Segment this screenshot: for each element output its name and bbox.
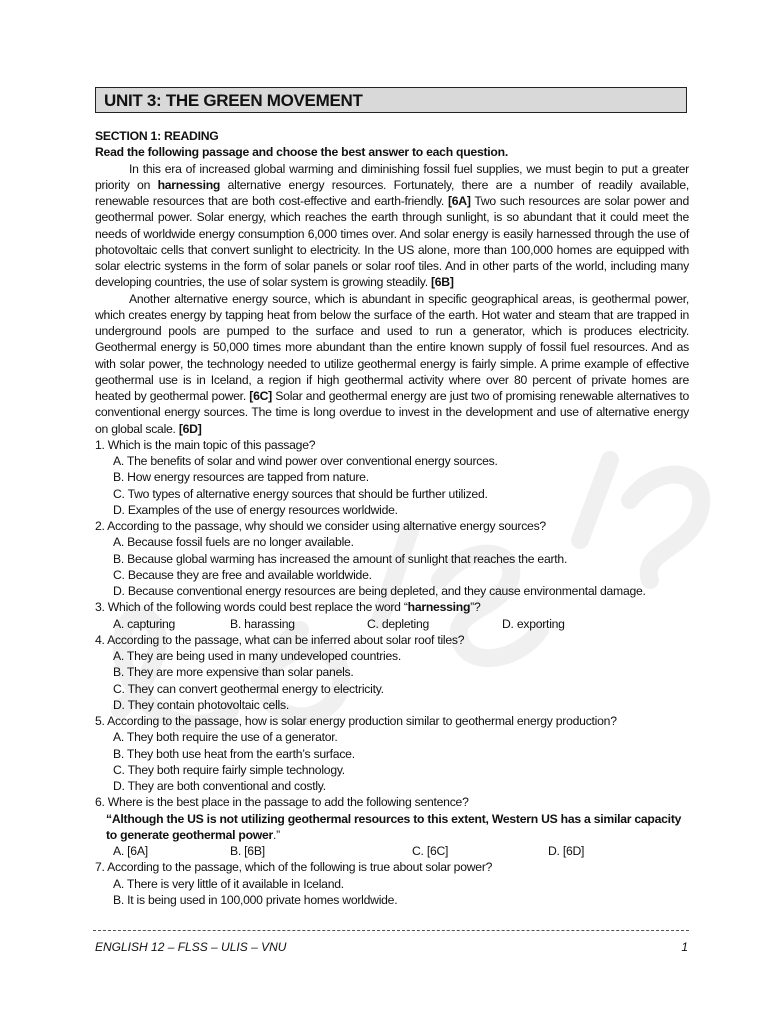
- q2-option-a: A. Because fossil fuels are no longer available.: [113, 535, 354, 550]
- question-5: 5. According to the passage, how is solar energy production similar to geothermal energy production?: [95, 714, 617, 728]
- q2-option-c: C. Because they are free and available worldwide.: [113, 567, 372, 582]
- p1-text-c: alternative energy resources. Fortunately, there are a number of readily available, renewable resources that are both cost-effective and earth-friendly.: [95, 177, 689, 208]
- p1-keyword: harnessing: [157, 177, 221, 192]
- q3-options: [113, 616, 689, 632]
- q6-quoted-sentence: [106, 811, 689, 844]
- q2-option-b: B. Because global warming has increased the amount of sunlight that reaches the earth.: [113, 551, 568, 566]
- q7-option-a: A. There is very little of it available in Iceland.: [113, 876, 344, 891]
- q4-option-a: A. They are being used in many undeveloped countries.: [113, 649, 402, 663]
- passage-paragraph-2: [95, 291, 689, 437]
- p1-text-e: Two such resources are solar power and geothermal power. Solar energy, which reaches the earth through sunlight, is so abundant that it could meet the needs of worldwide energy consumption 6,000 times over. And solar energy is easily harnessed through the use of photovoltaic cells that convert sunlight to electricity. In the US alone, more than 100,000 homes are equipped with solar electric systems in the form of solar panels or solar roof tiles. And in other parts of the world, including many developing countries, the use of solar system is growing steadily.: [95, 194, 689, 290]
- q1-option-a: A. The benefits of solar and wind power over conventional energy sources.: [113, 454, 498, 468]
- q3-option-b: B. harassing: [230, 616, 295, 631]
- unit-title-box: [95, 87, 687, 113]
- q4-option-d: D. They contain photovoltaic cells.: [113, 697, 289, 712]
- q6-quote-text: Although the US is not utilizing geothermal resources to this extent, Western US has a similar capacity to generate geothermal power: [106, 811, 682, 842]
- q6-quote-open: “: [106, 811, 112, 826]
- q3-stem-c: ”?: [470, 600, 481, 615]
- q3-keyword: harnessing: [407, 600, 471, 615]
- unit-title: UNIT 3: THE GREEN MOVEMENT: [104, 91, 363, 110]
- q6-option-a: A. [6A]: [113, 844, 148, 858]
- p1-text-a: In this era of increased global warming and diminishing fossil fuel supplies, we must begin to put a greater priority on: [95, 161, 689, 192]
- instruction: Read the following passage and choose the best answer to each question.: [95, 145, 508, 160]
- q3-option-a: A. capturing: [113, 616, 176, 631]
- q3-option-d: D. exporting: [502, 616, 565, 631]
- q3-stem-a: 3. Which of the following words could best replace the word “: [95, 600, 408, 615]
- footer-divider: [93, 930, 689, 931]
- question-1: 1. Which is the main topic of this passage?: [95, 437, 316, 452]
- question-4: 4. According to the passage, what can be inferred about solar roof tiles?: [95, 632, 465, 647]
- q6-options: [113, 843, 689, 859]
- q5-option-b: B. They both use heat from the earth’s surface.: [113, 746, 355, 761]
- q5-option-c: C. They both require fairly simple technology.: [113, 762, 345, 777]
- q5-option-d: D. They are both conventional and costly.: [113, 779, 326, 793]
- q1-option-d: D. Examples of the use of energy resources worldwide.: [113, 502, 398, 517]
- marker-6b: [6B]: [430, 275, 454, 290]
- question-6: 6. Where is the best place in the passage to add the following sentence?: [95, 795, 469, 810]
- q7-option-b: B. It is being used in 100,000 private homes worldwide.: [113, 892, 398, 907]
- question-7: 7. According to the passage, which of the following is true about solar power?: [95, 860, 493, 875]
- section-heading: SECTION 1: READING: [95, 129, 219, 143]
- q1-option-b: B. How energy resources are tapped from nature.: [113, 470, 369, 485]
- p2-text-c: Solar and geothermal energy are just two of promising renewable alternatives to conventional energy sources. The time is long overdue to invest in the development and use of alternative energy on global scale.: [95, 389, 689, 436]
- q6-option-b: B. [6B]: [230, 844, 265, 858]
- q6-option-d: D. [6D]: [548, 844, 585, 858]
- marker-6d: [6D]: [178, 421, 202, 436]
- q4-option-c: C. They can convert geothermal energy to electricity.: [113, 681, 384, 696]
- q3-option-c: C. depleting: [367, 616, 430, 631]
- q4-option-b: B. They are more expensive than solar panels.: [113, 665, 354, 680]
- marker-6c: [6C]: [249, 389, 272, 403]
- document-body: [95, 128, 689, 908]
- question-3: [95, 599, 689, 615]
- p2-text-a: Another alternative energy source, which is abundant in specific geographical areas, is geothermal power, which creates energy by tapping heat from below the surface of the earth. Hot water and steam that are trapped in underground pools are pumped to the surface and used to run a generator, which is produces electricity. Geothermal energy is 50,000 times more abundant than the entire known supply of fossil fuel resources. And as with solar power, the technology needed to utilize geothermal energy is fairly simple. A prime example of effective geothermal use is in Iceland, a region if high geothermal activity where over 80 percent of private homes are heated by geothermal power.: [95, 291, 689, 403]
- passage-paragraph-1: [95, 161, 689, 291]
- q6-option-c: C. [6C]: [412, 844, 449, 858]
- page-number: 1: [681, 940, 688, 954]
- q5-option-a: A. They both require the use of a generator.: [113, 730, 338, 745]
- q2-option-d: D. Because conventional energy resources are being depleted, and they cause environmental damage.: [113, 584, 646, 598]
- q6-quote-close: .”: [273, 827, 280, 842]
- footer-course-label: ENGLISH 12 – FLSS – ULIS – VNU: [95, 940, 287, 954]
- marker-6a: [6A]: [447, 194, 471, 208]
- q1-option-c: C. Two types of alternative energy sources that should be further utilized.: [113, 486, 488, 501]
- question-2: 2. According to the passage, why should we consider using alternative energy sources?: [95, 519, 546, 533]
